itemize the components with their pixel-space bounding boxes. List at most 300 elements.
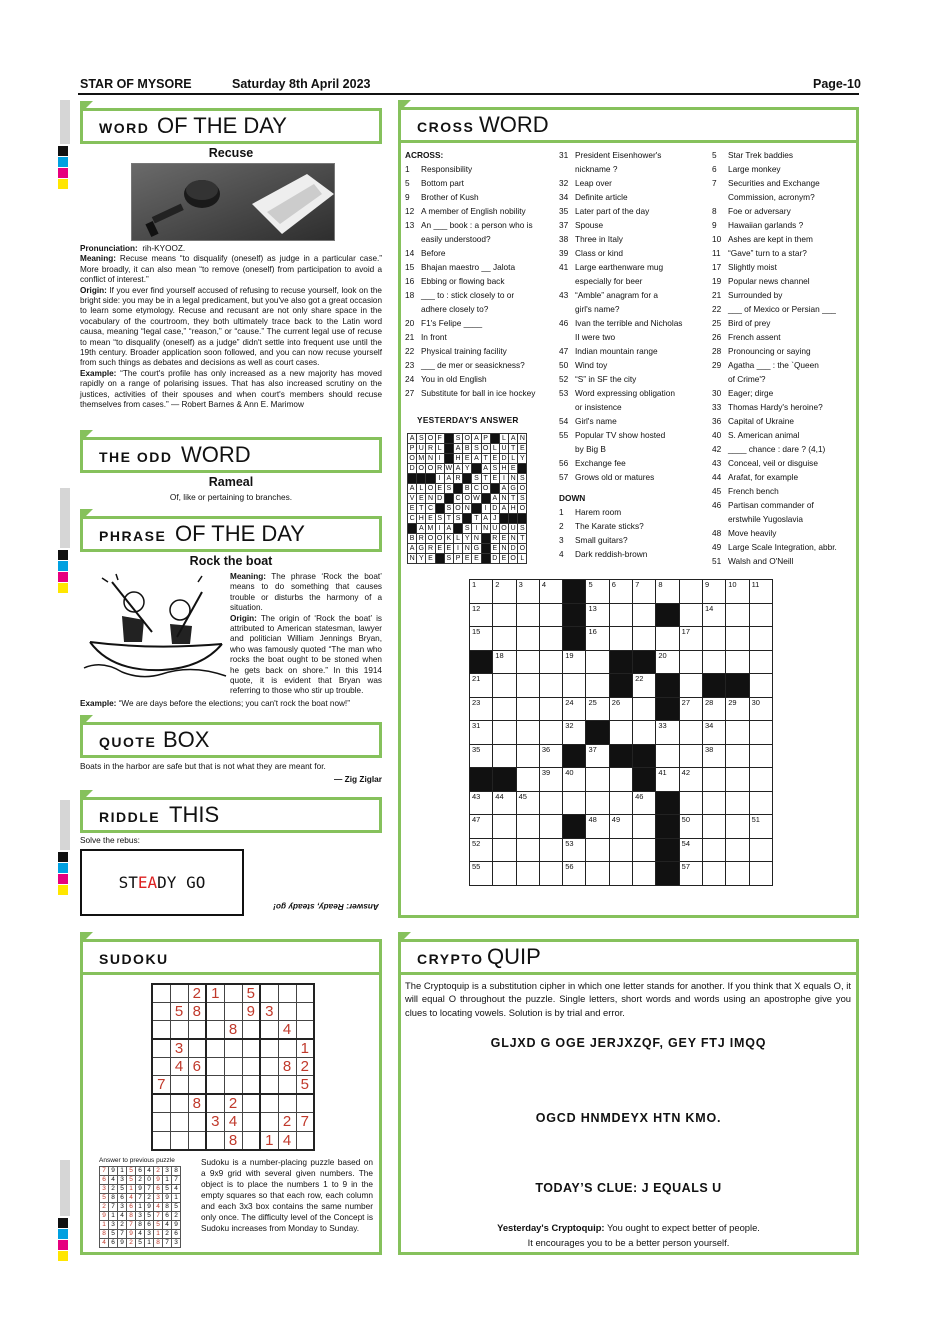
answer-cell: O xyxy=(455,505,461,512)
sudoku-cell[interactable] xyxy=(260,1058,278,1076)
grid-cell[interactable]: 30 xyxy=(749,697,772,721)
sudoku-cell[interactable] xyxy=(224,984,242,1003)
sudoku-cell[interactable] xyxy=(260,1021,278,1040)
grid-cell[interactable]: 54 xyxy=(679,838,702,862)
grid-cell[interactable] xyxy=(679,674,702,698)
grid-cell[interactable] xyxy=(749,862,772,886)
grid-cell[interactable] xyxy=(586,650,609,674)
grid-cell[interactable] xyxy=(563,674,586,698)
grid-cell[interactable] xyxy=(656,862,679,886)
grid-cell[interactable] xyxy=(493,721,516,745)
grid-cell[interactable] xyxy=(516,603,539,627)
grid-cell[interactable]: 41 xyxy=(656,768,679,792)
grid-cell[interactable] xyxy=(656,603,679,627)
grid-cell[interactable]: 1 xyxy=(470,580,493,604)
sudoku-cell[interactable]: 8 xyxy=(188,1094,206,1113)
prev-cell: 7 xyxy=(145,1185,154,1194)
sudoku-cell[interactable]: 4 xyxy=(224,1113,242,1131)
sudoku-cell[interactable]: 8 xyxy=(278,1058,296,1076)
sudoku-cell[interactable] xyxy=(152,1113,170,1131)
sudoku-cell[interactable] xyxy=(242,1131,260,1150)
answer-cell: D xyxy=(499,454,508,464)
grid-cell[interactable]: 21 xyxy=(470,674,493,698)
grid-cell[interactable] xyxy=(539,674,562,698)
grid-cell[interactable] xyxy=(539,838,562,862)
answer-cell: N xyxy=(518,434,527,444)
sudoku-cell[interactable] xyxy=(152,1021,170,1040)
grid-cell[interactable]: 2 xyxy=(493,580,516,604)
grid-cell[interactable]: 17 xyxy=(679,627,702,651)
grid-cell[interactable]: 33 xyxy=(656,721,679,745)
grid-cell[interactable] xyxy=(516,862,539,886)
grid-cell[interactable] xyxy=(586,768,609,792)
grid-cell[interactable]: 31 xyxy=(470,721,493,745)
sudoku-cell[interactable]: 4 xyxy=(170,1058,188,1076)
answer-cell: L xyxy=(509,454,518,464)
grid-cell[interactable] xyxy=(493,627,516,651)
sudoku-cell[interactable]: 8 xyxy=(188,1003,206,1021)
grid-cell[interactable] xyxy=(726,791,749,815)
grid-cell[interactable]: 49 xyxy=(609,815,632,839)
answer-cell: H xyxy=(453,454,462,464)
sudoku-cell[interactable] xyxy=(170,984,188,1003)
grid-cell[interactable]: 13 xyxy=(586,603,609,627)
grid-cell[interactable]: 51 xyxy=(749,815,772,839)
grid-cell[interactable] xyxy=(656,791,679,815)
grid-cell[interactable]: 6 xyxy=(609,580,632,604)
grid-cell[interactable] xyxy=(702,768,725,792)
answer-cell xyxy=(417,474,426,484)
grid-cell[interactable] xyxy=(749,674,772,698)
sudoku-cell[interactable] xyxy=(170,1131,188,1150)
prev-cell: 3 xyxy=(118,1176,127,1185)
grid-cell[interactable] xyxy=(656,674,679,698)
sudoku-cell[interactable] xyxy=(242,1094,260,1113)
grid-cell[interactable]: 35 xyxy=(470,744,493,768)
clue: 6 Large monkey xyxy=(712,164,781,174)
grid-cell[interactable]: 26 xyxy=(609,697,632,721)
grid-cell[interactable] xyxy=(539,627,562,651)
grid-cell[interactable] xyxy=(563,603,586,627)
grid-cell[interactable] xyxy=(749,721,772,745)
grid-cell[interactable] xyxy=(516,650,539,674)
grid-cell[interactable]: 28 xyxy=(702,697,725,721)
grid-cell[interactable] xyxy=(609,650,632,674)
answer-cell: O xyxy=(464,495,470,502)
sudoku-cell[interactable] xyxy=(224,1058,242,1076)
sudoku-cell[interactable] xyxy=(188,1076,206,1095)
grid-cell[interactable] xyxy=(563,791,586,815)
sudoku-cell[interactable] xyxy=(296,1094,314,1113)
answer-cell xyxy=(481,544,490,554)
gray-bar xyxy=(60,100,70,144)
grid-cell[interactable] xyxy=(633,815,656,839)
grid-cell[interactable] xyxy=(539,650,562,674)
grid-cell[interactable]: 9 xyxy=(702,580,725,604)
grid-cell[interactable] xyxy=(702,815,725,839)
sudoku-cell[interactable] xyxy=(170,1094,188,1113)
grid-cell[interactable] xyxy=(493,603,516,627)
grid-cell[interactable] xyxy=(493,815,516,839)
grid-cell[interactable] xyxy=(609,674,632,698)
grid-cell[interactable] xyxy=(563,744,586,768)
grid-cell[interactable] xyxy=(726,768,749,792)
grid-cell[interactable] xyxy=(516,744,539,768)
answer-cell xyxy=(509,514,518,524)
grid-cell[interactable] xyxy=(586,838,609,862)
grid-cell[interactable]: 25 xyxy=(586,697,609,721)
sudoku-cell[interactable] xyxy=(152,984,170,1003)
grid-cell[interactable] xyxy=(609,603,632,627)
grid-cell[interactable] xyxy=(656,627,679,651)
grid-cell[interactable] xyxy=(516,815,539,839)
grid-cell[interactable]: 39 xyxy=(539,768,562,792)
grid-cell[interactable] xyxy=(633,721,656,745)
grid-cell[interactable] xyxy=(516,838,539,862)
clue: 20 F1's Felipe ____ xyxy=(405,318,483,328)
sudoku-cell[interactable] xyxy=(260,1076,278,1095)
prev-cell: 5 xyxy=(145,1212,154,1221)
grid-cell[interactable] xyxy=(656,838,679,862)
sudoku-cell[interactable]: 2 xyxy=(224,1094,242,1113)
grid-cell[interactable] xyxy=(749,744,772,768)
answer-cell: L xyxy=(417,484,426,494)
grid-cell[interactable] xyxy=(633,627,656,651)
answer-cell: A xyxy=(408,544,417,554)
clue: 8 Foe or adversary xyxy=(712,206,791,216)
corner-triangle xyxy=(398,100,411,113)
clue: 38 Three in Italy xyxy=(559,234,623,244)
answer-cell: A xyxy=(444,524,453,534)
grid-cell[interactable]: 42 xyxy=(679,768,702,792)
sudoku-cell[interactable] xyxy=(278,1094,296,1113)
sudoku-cell[interactable] xyxy=(152,1094,170,1113)
clue: 9 Hawaiian garlands ? xyxy=(712,220,804,230)
sudoku-cell[interactable] xyxy=(206,1131,224,1150)
sudoku-cell[interactable]: 2 xyxy=(278,1113,296,1131)
grid-cell[interactable]: 8 xyxy=(656,580,679,604)
grid-cell[interactable] xyxy=(633,768,656,792)
grid-cell[interactable] xyxy=(539,862,562,886)
grid-cell[interactable]: 50 xyxy=(679,815,702,839)
grid-cell[interactable] xyxy=(493,768,516,792)
grid-cell[interactable] xyxy=(679,603,702,627)
grid-cell[interactable] xyxy=(633,744,656,768)
sudoku-cell[interactable]: 3 xyxy=(260,1003,278,1021)
grid-cell[interactable]: 46 xyxy=(633,791,656,815)
grid-cell[interactable] xyxy=(609,862,632,886)
sudoku-cell[interactable] xyxy=(296,984,314,1003)
answer-cell: D xyxy=(490,554,499,564)
sudoku-cell[interactable] xyxy=(188,1131,206,1150)
sudoku-cell[interactable] xyxy=(242,1113,260,1131)
grid-cell[interactable] xyxy=(493,697,516,721)
grid-cell[interactable]: 48 xyxy=(586,815,609,839)
grid-cell[interactable]: 18 xyxy=(493,650,516,674)
sudoku-cell[interactable]: 3 xyxy=(170,1039,188,1058)
grid-cell[interactable]: 27 xyxy=(679,697,702,721)
grid-cell[interactable] xyxy=(656,815,679,839)
sudoku-cell[interactable]: 5 xyxy=(296,1076,314,1095)
grid-cell[interactable]: 15 xyxy=(470,627,493,651)
grid-cell[interactable] xyxy=(726,650,749,674)
sudoku-cell[interactable]: 5 xyxy=(242,984,260,1003)
sudoku-cell[interactable] xyxy=(296,1003,314,1021)
sudoku-cell[interactable] xyxy=(206,1021,224,1040)
grid-cell[interactable] xyxy=(539,603,562,627)
grid-cell[interactable]: 47 xyxy=(470,815,493,839)
grid-cell[interactable]: 52 xyxy=(470,838,493,862)
answer-cell: N xyxy=(509,474,518,484)
grid-cell[interactable]: 24 xyxy=(563,697,586,721)
clue: 56 Exchange fee xyxy=(559,458,626,468)
prev-cell: 3 xyxy=(100,1185,109,1194)
sudoku-cell[interactable]: 4 xyxy=(278,1021,296,1040)
grid-cell[interactable] xyxy=(539,815,562,839)
grid-cell[interactable] xyxy=(702,862,725,886)
grid-cell[interactable] xyxy=(516,627,539,651)
answer-cell: R xyxy=(435,464,444,474)
sudoku-cell[interactable]: 2 xyxy=(188,984,206,1003)
grid-cell[interactable]: 11 xyxy=(749,580,772,604)
grid-cell[interactable] xyxy=(679,580,702,604)
grid-cell[interactable]: 45 xyxy=(516,791,539,815)
prev-cell: 2 xyxy=(118,1221,127,1230)
grid-cell[interactable] xyxy=(516,697,539,721)
grid-cell[interactable] xyxy=(516,674,539,698)
grid-cell[interactable]: 22 xyxy=(633,674,656,698)
grid-cell[interactable]: 44 xyxy=(493,791,516,815)
grid-cell[interactable]: 37 xyxy=(586,744,609,768)
clue: 27 Substitute for ball in ice hockey xyxy=(405,388,536,398)
sudoku-cell[interactable] xyxy=(224,1039,242,1058)
grid-cell[interactable] xyxy=(702,674,725,698)
grid-cell[interactable]: 20 xyxy=(656,650,679,674)
grid-cell[interactable]: 12 xyxy=(470,603,493,627)
sudoku-cell[interactable] xyxy=(206,1058,224,1076)
grid-cell[interactable] xyxy=(586,862,609,886)
grid-cell[interactable]: 4 xyxy=(539,580,562,604)
grid-cell[interactable] xyxy=(609,768,632,792)
grid-cell[interactable]: 53 xyxy=(563,838,586,862)
grid-cell[interactable] xyxy=(539,791,562,815)
grid-cell[interactable] xyxy=(749,768,772,792)
grid-cell[interactable]: 55 xyxy=(470,862,493,886)
grid-cell[interactable]: 38 xyxy=(702,744,725,768)
sudoku-cell[interactable] xyxy=(206,1039,224,1058)
grid-cell[interactable]: 29 xyxy=(726,697,749,721)
sudoku-cell[interactable]: 8 xyxy=(224,1021,242,1040)
grid-cell[interactable] xyxy=(749,603,772,627)
grid-cell[interactable] xyxy=(726,862,749,886)
clue: 24 You in old English xyxy=(405,374,487,384)
answer-cell: H xyxy=(499,464,508,474)
grid-cell[interactable] xyxy=(493,862,516,886)
grid-cell[interactable] xyxy=(563,815,586,839)
sudoku-cell[interactable] xyxy=(206,1076,224,1095)
sudoku-cell[interactable] xyxy=(170,1021,188,1040)
sudoku-cell[interactable] xyxy=(224,1076,242,1095)
sudoku-cell[interactable] xyxy=(170,1076,188,1095)
sudoku-cell[interactable] xyxy=(296,1131,314,1150)
grid-cell[interactable] xyxy=(749,838,772,862)
sudoku-cell[interactable] xyxy=(206,1003,224,1021)
grid-cell[interactable] xyxy=(726,838,749,862)
grid-cell[interactable] xyxy=(493,744,516,768)
clue: 29 Agatha ___ : the `Queen xyxy=(712,360,819,370)
grid-cell[interactable]: 23 xyxy=(470,697,493,721)
answer-cell: S xyxy=(444,554,453,564)
grid-cell[interactable]: 5 xyxy=(586,580,609,604)
grid-cell[interactable] xyxy=(609,721,632,745)
grid-cell[interactable] xyxy=(726,627,749,651)
grid-cell[interactable]: 10 xyxy=(726,580,749,604)
grid-cell[interactable] xyxy=(633,862,656,886)
grid-cell[interactable] xyxy=(563,627,586,651)
sudoku-cell[interactable] xyxy=(224,1003,242,1021)
grid-cell[interactable] xyxy=(749,627,772,651)
sudoku-cell[interactable]: 4 xyxy=(278,1131,296,1150)
grid-cell[interactable] xyxy=(702,627,725,651)
grid-cell[interactable] xyxy=(749,650,772,674)
sudoku-cell[interactable]: 9 xyxy=(242,1003,260,1021)
sudoku-cell[interactable]: 1 xyxy=(296,1039,314,1058)
answer-cell: T xyxy=(518,534,527,544)
sudoku-cell[interactable]: 7 xyxy=(296,1113,314,1131)
sudoku-cell[interactable] xyxy=(152,1131,170,1150)
grid-cell[interactable]: 19 xyxy=(563,650,586,674)
sudoku-cell[interactable] xyxy=(278,1003,296,1021)
sudoku-cell[interactable] xyxy=(278,1076,296,1095)
grid-cell[interactable]: 34 xyxy=(702,721,725,745)
grid-cell[interactable] xyxy=(726,603,749,627)
grid-cell[interactable] xyxy=(539,721,562,745)
grid-cell[interactable] xyxy=(656,744,679,768)
grid-cell[interactable] xyxy=(493,674,516,698)
grid-cell[interactable]: 57 xyxy=(679,862,702,886)
prev-cell: 8 xyxy=(172,1167,181,1176)
grid-cell[interactable] xyxy=(609,791,632,815)
sudoku-cell[interactable]: 1 xyxy=(260,1131,278,1150)
grid-cell[interactable] xyxy=(470,650,493,674)
clue: 43 Conceal, veil or disguise xyxy=(712,458,818,468)
grid-cell[interactable]: 14 xyxy=(702,603,725,627)
sudoku-cell[interactable] xyxy=(296,1021,314,1040)
sudoku-cell[interactable] xyxy=(260,1039,278,1058)
answer-cell: R xyxy=(426,444,435,454)
grid-cell[interactable]: 3 xyxy=(516,580,539,604)
sudoku-cell[interactable]: 7 xyxy=(152,1076,170,1095)
sudoku-cell[interactable] xyxy=(188,1039,206,1058)
grid-cell[interactable] xyxy=(702,791,725,815)
grid-cell[interactable] xyxy=(679,791,702,815)
answer-cell: A xyxy=(417,524,426,534)
answer-cell: M xyxy=(418,455,425,462)
grid-cell[interactable] xyxy=(563,580,586,604)
grid-cell[interactable] xyxy=(609,838,632,862)
grid-cell[interactable] xyxy=(609,744,632,768)
grid-cell[interactable] xyxy=(679,721,702,745)
grid-cell[interactable] xyxy=(470,768,493,792)
sudoku-cell[interactable] xyxy=(260,1094,278,1113)
sudoku-cell[interactable] xyxy=(170,1113,188,1131)
grid-cell[interactable] xyxy=(702,838,725,862)
grid-cell[interactable] xyxy=(539,697,562,721)
answer-cell: T xyxy=(444,514,453,524)
grid-cell[interactable] xyxy=(726,721,749,745)
sudoku-cell[interactable] xyxy=(260,1113,278,1131)
sudoku-cell[interactable] xyxy=(188,1113,206,1131)
grid-cell[interactable] xyxy=(633,838,656,862)
grid-cell[interactable]: 43 xyxy=(470,791,493,815)
sudoku-cell[interactable]: 5 xyxy=(170,1003,188,1021)
sudoku-cell[interactable] xyxy=(152,1039,170,1058)
sudoku-cell[interactable] xyxy=(278,984,296,1003)
sudoku-cell[interactable] xyxy=(242,1039,260,1058)
corner-triangle xyxy=(80,715,93,728)
sudoku-cell[interactable] xyxy=(242,1021,260,1040)
answer-cell: I xyxy=(435,474,444,484)
previous-answer-label: Answer to previous puzzle xyxy=(99,1157,175,1164)
grid-cell[interactable] xyxy=(516,768,539,792)
grid-cell[interactable] xyxy=(679,744,702,768)
grid-cell[interactable] xyxy=(586,791,609,815)
sudoku-cell[interactable]: 1 xyxy=(206,984,224,1003)
clue: 21 Surrounded by xyxy=(712,290,783,300)
prev-cell: 2 xyxy=(172,1212,181,1221)
sudoku-cell[interactable]: 2 xyxy=(296,1058,314,1076)
sudoku-cell[interactable] xyxy=(188,1021,206,1040)
sudoku-cell[interactable] xyxy=(152,1003,170,1021)
grid-cell[interactable]: 32 xyxy=(563,721,586,745)
grid-cell[interactable] xyxy=(749,791,772,815)
sudoku-cell[interactable] xyxy=(260,984,278,1003)
grid-cell[interactable]: 16 xyxy=(586,627,609,651)
grid-cell[interactable] xyxy=(586,721,609,745)
grid-cell[interactable] xyxy=(702,650,725,674)
sudoku-cell[interactable] xyxy=(242,1076,260,1095)
answer-cell: A xyxy=(444,474,453,484)
sudoku-cell[interactable] xyxy=(152,1058,170,1076)
grid-cell[interactable] xyxy=(633,650,656,674)
grid-cell[interactable] xyxy=(726,815,749,839)
grid-cell[interactable] xyxy=(609,627,632,651)
grid-cell[interactable]: 7 xyxy=(633,580,656,604)
grid-cell[interactable] xyxy=(726,744,749,768)
sudoku-cell[interactable]: 8 xyxy=(224,1131,242,1150)
sudoku-cell[interactable]: 3 xyxy=(206,1113,224,1131)
grid-cell[interactable] xyxy=(493,838,516,862)
sudoku-cell[interactable] xyxy=(278,1039,296,1058)
grid-cell[interactable] xyxy=(516,721,539,745)
sudoku-cell[interactable] xyxy=(206,1094,224,1113)
sudoku-cell[interactable] xyxy=(242,1058,260,1076)
grid-cell[interactable] xyxy=(679,650,702,674)
grid-cell[interactable]: 40 xyxy=(563,768,586,792)
grid-cell[interactable] xyxy=(726,674,749,698)
grid-cell[interactable]: 56 xyxy=(563,862,586,886)
grid-cell[interactable] xyxy=(633,603,656,627)
answer-cell: N xyxy=(499,544,508,554)
sudoku-cell[interactable]: 6 xyxy=(188,1058,206,1076)
prev-cell: 5 xyxy=(154,1221,163,1230)
grid-cell[interactable] xyxy=(586,674,609,698)
grid-cell[interactable] xyxy=(656,697,679,721)
grid-cell[interactable]: 36 xyxy=(539,744,562,768)
grid-cell[interactable] xyxy=(633,697,656,721)
answer-cell: O xyxy=(482,485,489,492)
clue: 49 Large Scale Integration, abbr. xyxy=(712,542,837,552)
